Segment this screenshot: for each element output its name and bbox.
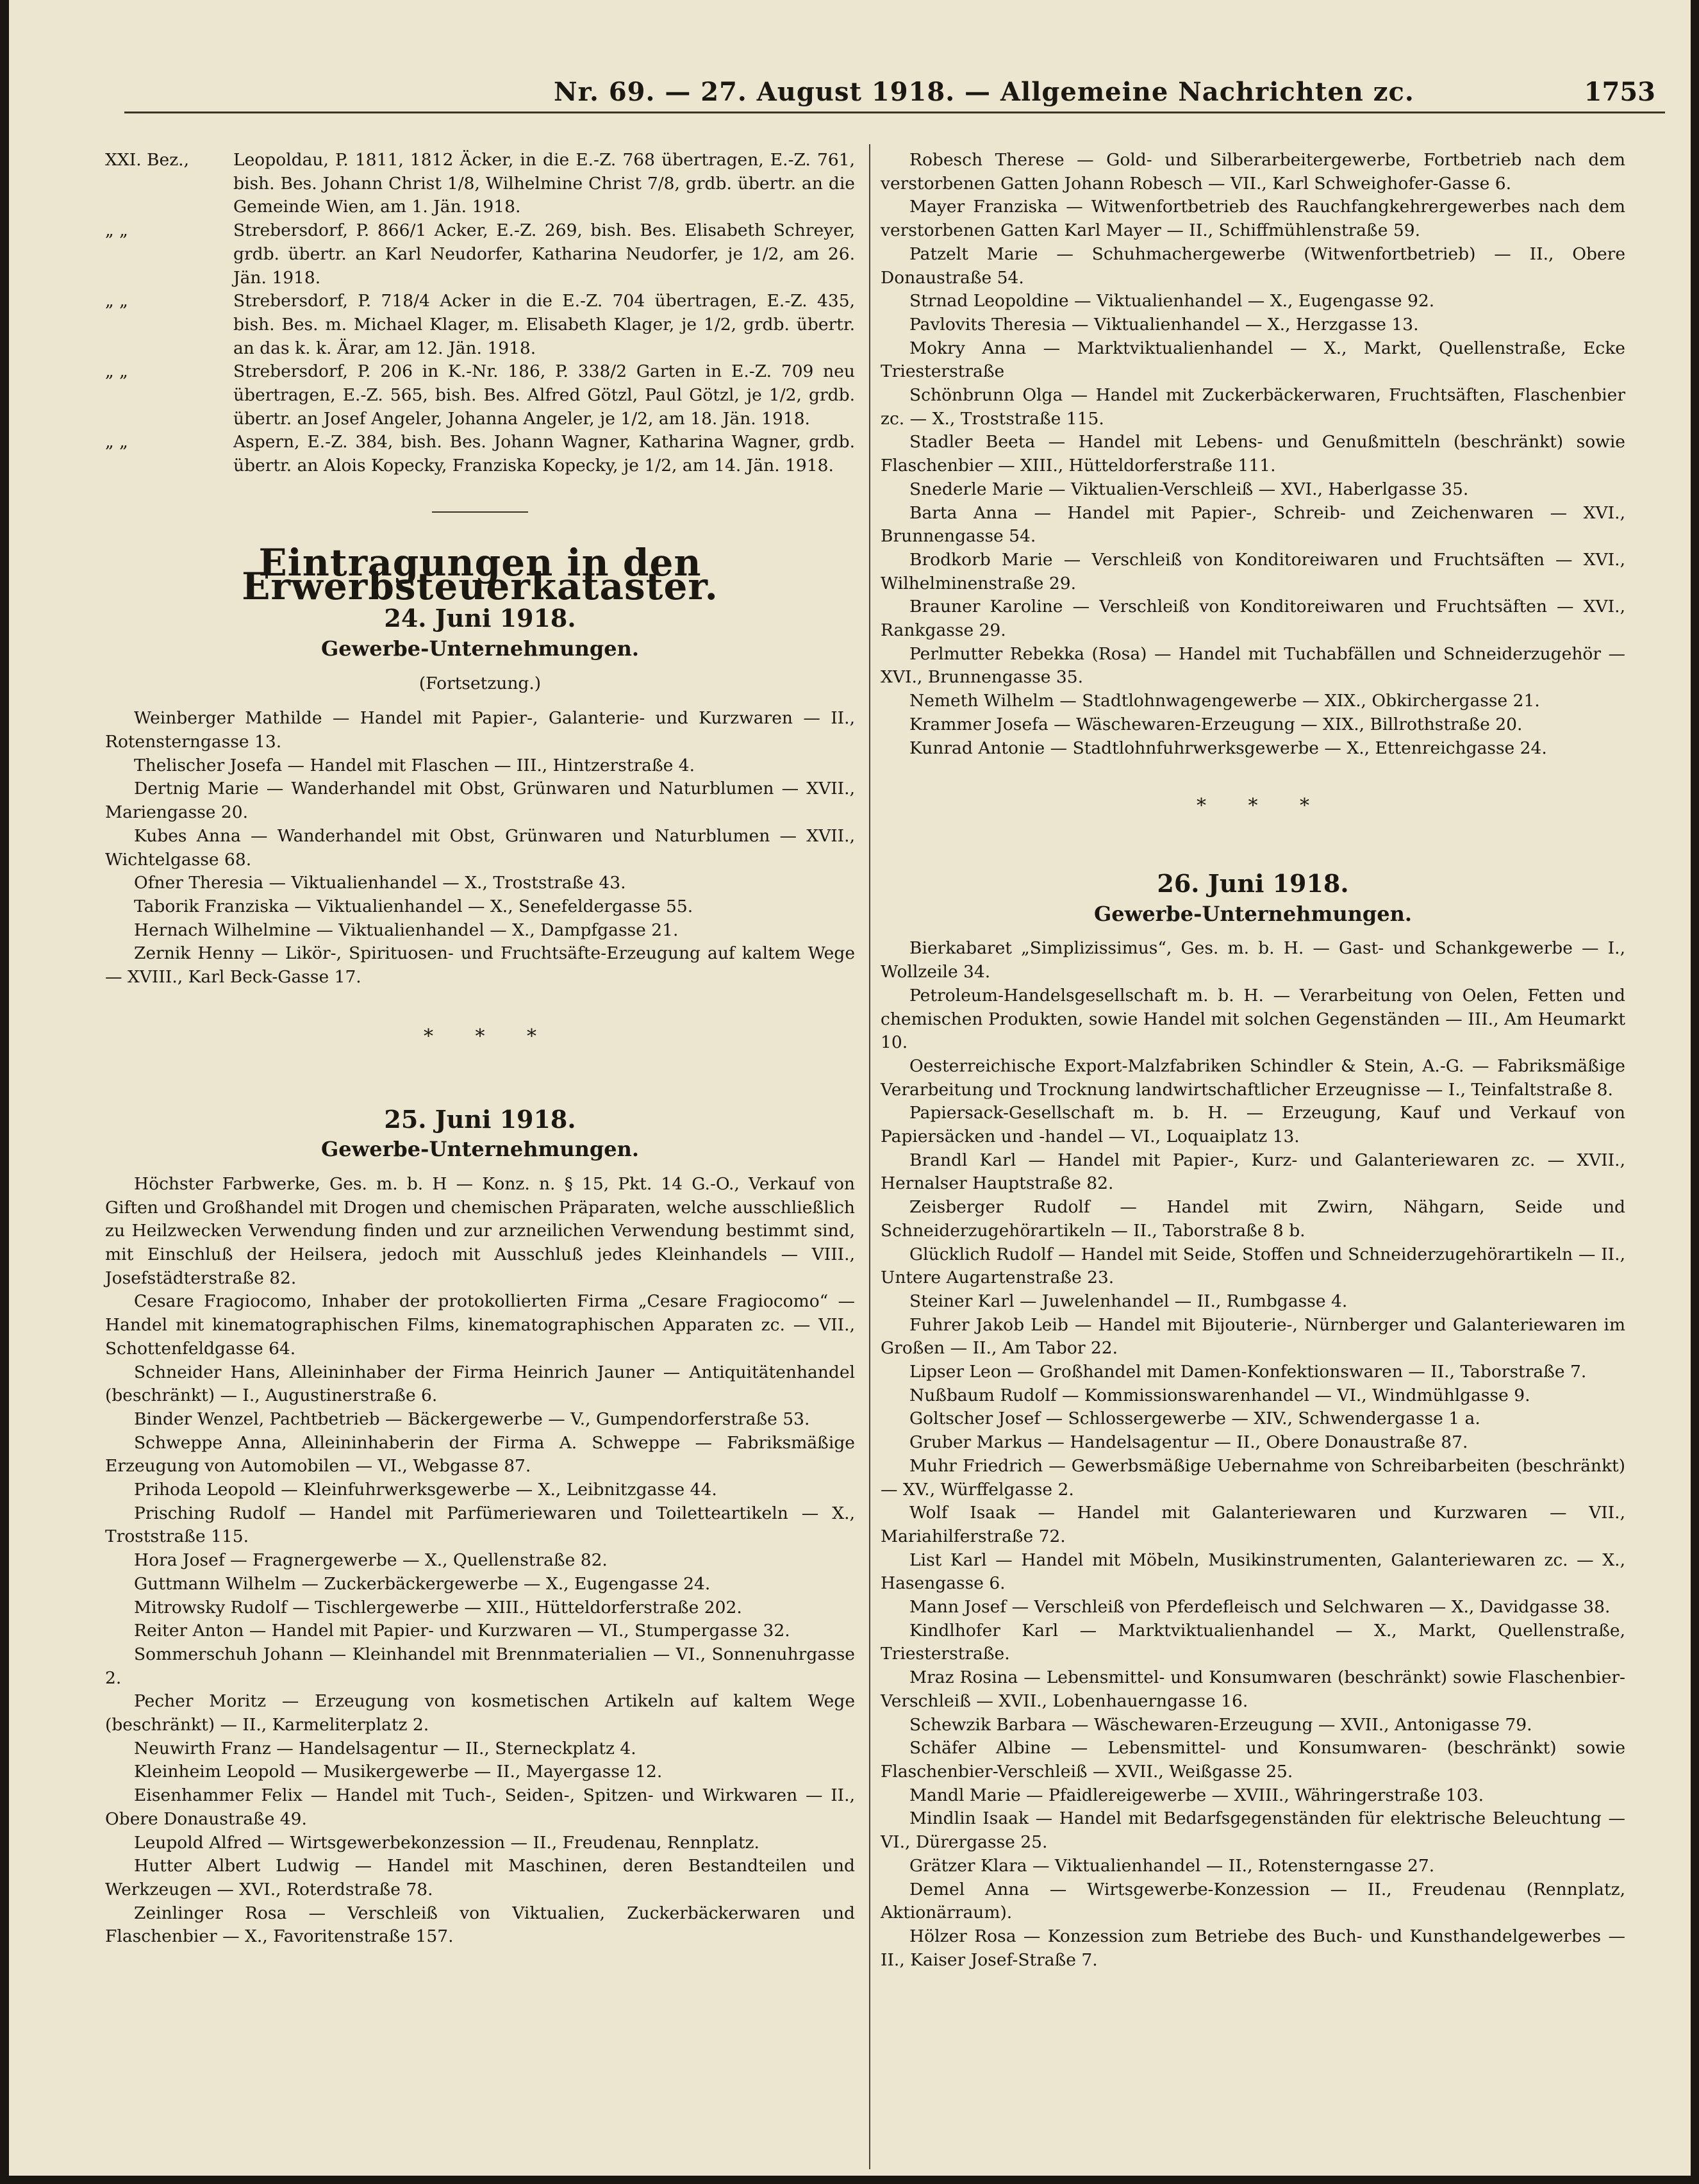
- property-transfer-entry: [105, 219, 855, 290]
- property-transfer-text: Aspern, E.-Z. 384, bish. Bes. Johann Wagner, Katharina Wagner, grdb. übertr. an Alois Kopecky, Franziska Kopecky, je 1/2, am 14. Jän. 1918.: [233, 432, 855, 476]
- section-stars: * * *: [423, 1025, 537, 1048]
- register-entry: Binder Wenzel, Pachtbetrieb — Bäckergewerbe — V., Gumpendorferstraße 53.: [134, 1409, 810, 1429]
- register-entry: Hora Josef — Fragnergewerbe — X., Quellenstraße 82.: [134, 1550, 608, 1571]
- date-heading-june-26: 26. Juni 1918.: [1157, 868, 1349, 898]
- entry-list-june-24: [105, 707, 855, 989]
- register-entry: Fuhrer Jakob Leib — Handel mit Bijouterie-, Nürnberger und Galanteriewaren im Großen — II., Am Tabor 22.: [881, 1314, 1625, 1359]
- main-title: Eintragungen in den Erwerbsteuerkataster.: [242, 540, 718, 608]
- register-entry: Gruber Markus — Handelsagentur — II., Obere Donaustraße 87.: [909, 1432, 1468, 1453]
- register-entry: Papiersack-Gesellschaft m. b. H. — Erzeugung, Kauf und Verkauf von Papiersäcken und -handel — VI., Loquaiplatz 13.: [881, 1103, 1625, 1147]
- register-entry: Leupold Alfred — Wirtsgewerbekonzession — II., Freudenau, Rennplatz.: [134, 1832, 759, 1853]
- property-transfer-text: Leopoldau, P. 1811, 1812 Äcker, in die E.-Z. 768 übertragen, E.-Z. 761, bish. Bes. Johann Christ 1/8, Wilhelmine Christ 7/8, grdb. übertr. an die Gemeinde Wien, am 1. Jän. 1918.: [233, 150, 855, 217]
- register-entry: Mokry Anna — Marktviktualienhandel — X., Markt, Quellenstraße, Ecke Triesterstraße: [881, 338, 1625, 382]
- register-entry: Patzelt Marie — Schuhmachergewerbe (Witwenfortbetrieb) — II., Obere Donaustraße 54.: [881, 244, 1625, 288]
- register-entry: Guttmann Wilhelm — Zuckerbäckergewerbe — X., Eugengasse 24.: [134, 1573, 711, 1594]
- property-transfer-text: Strebersdorf, P. 718/4 Acker in die E.-Z. 704 übertragen, E.-Z. 435, bish. Bes. m. Michael Klager, m. Elisabeth Klager, je 1/2, grdb. übertr. an das k. k. Ärar, am 12. Jän. 1918.: [233, 291, 855, 358]
- register-entry: Petroleum-Handelsgesellschaft m. b. H. — Verarbeitung von Oelen, Fetten und chemischen Produkten, sowie Handel mit solchen Gegenständen — III., Am Heumarkt 10.: [881, 985, 1625, 1053]
- page-header: [9, 77, 1691, 122]
- register-entry: Strnad Leopoldine — Viktualienhandel — X., Eugengasse 92.: [909, 291, 1435, 311]
- register-entry: Höchster Farbwerke, Ges. m. b. H — Konz. n. § 15, Pkt. 14 G.-O., Verkauf von Giften und Großhandel mit Drogen und chemischen Präparaten, welche ausschließlich zu Heilzwecken Verwendung finden und zur arzneilichen Verwendung bestimmt sind, mit Einschluß der Heilsera, jedoch mit Ausschluß jedes Kleinhandels — VIII., Josefstädterstraße 82.: [105, 1173, 855, 1288]
- register-entry: Snederle Marie — Viktualien-Verschleiß — XVI., Haberlgasse 35.: [909, 479, 1469, 499]
- right-column: [881, 149, 1625, 1972]
- register-entry: Barta Anna — Handel mit Papier-, Schreib- und Zeichenwaren — XVI., Brunnengasse 54.: [881, 502, 1625, 547]
- register-entry: Zeisberger Rudolf — Handel mit Zwirn, Nähgarn, Seide und Schneiderzugehörartikeln — II., Taborstraße 8 b.: [881, 1197, 1625, 1241]
- register-entry: Schneider Hans, Alleininhaber der Firma Heinrich Jauner — Antiquitätenhandel (beschränkt) — I., Augustinerstraße 6.: [105, 1362, 855, 1406]
- register-entry: Schönbrunn Olga — Handel mit Zuckerbäckerwaren, Fruchtsäften, Flaschenbier zc. — X., Troststraße 115.: [881, 385, 1625, 429]
- register-entry: Mayer Franziska — Witwenfortbetrieb des Rauchfangkehrergewerbes nach dem verstorbenen Gatten Karl Mayer — II., Schiffmühlenstraße 59.: [881, 197, 1625, 241]
- register-entry: Glücklich Rudolf — Handel mit Seide, Stoffen und Schneiderzugehörartikeln — II., Untere Augartenstraße 23.: [881, 1244, 1625, 1288]
- register-entry: Mitrowsky Rudolf — Tischlergewerbe — XIII., Hütteldorferstraße 202.: [134, 1597, 742, 1617]
- register-entry: Prihoda Leopold — Kleinfuhrwerksgewerbe — X., Leibnitzgasse 44.: [134, 1480, 717, 1500]
- column-divider: [869, 144, 870, 2169]
- register-entry: Kubes Anna — Wanderhandel mit Obst, Grünwaren und Naturblumen — XVII., Wichtelgasse 68.: [105, 825, 855, 870]
- register-entry: Kleinheim Leopold — Musikergewerbe — II., Mayergasse 12.: [134, 1762, 663, 1782]
- section-rule: [432, 511, 528, 513]
- register-entry: Zernik Henny — Likör-, Spirituosen- und Fruchtsäfte-Erzeugung auf kaltem Wege — XVIII., Karl Beck-Gasse 17.: [105, 943, 855, 988]
- register-entry: Krammer Josefa — Wäschewaren-Erzeugung — XIX., Billrothstraße 20.: [909, 714, 1523, 734]
- register-entry: Nemeth Wilhelm — Stadtlohnwagengewerbe — XIX., Obkirchergasse 21.: [909, 691, 1540, 711]
- register-entry: Mindlin Isaak — Handel mit Bedarfsgegenständen für elektrische Beleuchtung — VI., Dürergasse 25.: [881, 1808, 1625, 1853]
- property-transfer-entry: [105, 360, 855, 431]
- register-entry: Demel Anna — Wirtsgewerbe-Konzession — II., Freudenau (Rennplatz, Aktionärraum).: [881, 1879, 1625, 1923]
- register-entry: Ofner Theresia — Viktualienhandel — X., Troststraße 43.: [134, 873, 626, 893]
- register-entry: Oesterreichische Export-Malzfabriken Schindler & Stein, A.-G. — Fabriksmäßige Verarbeitung und Trocknung landwirtschaftlicher Erzeugnisse — I., Teinfaltstraße 8.: [881, 1055, 1625, 1100]
- register-entry: Weinberger Mathilde — Handel mit Papier-, Galanterie- und Kurzwaren — II., Rotensterngasse 13.: [105, 708, 855, 752]
- property-transfer-entry: [105, 290, 855, 360]
- register-entry: Thelischer Josefa — Handel mit Flaschen — III., Hintzerstraße 4.: [134, 755, 695, 775]
- register-entry: Hernach Wilhelmine — Viktualienhandel — X., Dampfgasse 21.: [134, 920, 679, 940]
- continuation-note: (Fortsetzung.): [419, 673, 542, 693]
- register-entry: Kindlhofer Karl — Marktviktualienhandel — X., Markt, Quellenstraße, Triesterstraße.: [881, 1620, 1625, 1664]
- district-label: „ „: [105, 361, 128, 382]
- property-transfer-entry: [105, 431, 855, 477]
- register-entry: Hutter Albert Ludwig — Handel mit Maschinen, deren Bestandteilen und Werkzeugen — XVI., Roterdstraße 78.: [105, 1856, 855, 1899]
- register-entry: Wolf Isaak — Handel mit Galanteriewaren und Kurzwaren — VII., Mariahilferstraße 72.: [881, 1503, 1625, 1546]
- register-entry: Dertnig Marie — Wanderhandel mit Obst, Grünwaren und Naturblumen — XVII., Mariengasse 20.: [105, 779, 855, 823]
- register-entry: Lipser Leon — Großhandel mit Damen-Konfektionswaren — II., Taborstraße 7.: [909, 1362, 1587, 1382]
- district-label: „ „: [105, 432, 128, 452]
- district-label: „ „: [105, 291, 128, 311]
- register-entry: Stadler Beeta — Handel mit Lebens- und Genußmitteln (beschränkt) sowie Flaschenbier — XIII., Hütteldorferstraße 111.: [881, 432, 1625, 476]
- register-entry: Brauner Karoline — Verschleiß von Konditoreiwaren und Fruchtsäften — XVI., Rankgasse 29.: [881, 597, 1625, 641]
- register-entry: Steiner Karl — Juwelenhandel — II., Rumbgasse 4.: [909, 1291, 1348, 1311]
- property-transfer-entry: [105, 149, 855, 219]
- date-heading-june-24: 24. Juni 1918.: [384, 604, 576, 633]
- date-heading-june-25: 25. Juni 1918.: [384, 1104, 576, 1134]
- register-entry: Mraz Rosina — Lebensmittel- und Konsumwaren (beschränkt) sowie Flaschenbier-Verschleiß — XVII., Lobenhauerngasse 16.: [881, 1667, 1625, 1711]
- register-entry: Bierkabaret „Simplizissimus“, Ges. m. b. H. — Gast- und Schankgewerbe — I., Wollzeile 34.: [881, 938, 1625, 982]
- register-entry: Zeinlinger Rosa — Verschleiß von Viktualien, Zuckerbäckerwaren und Flaschenbier — X., Favoritenstraße 157.: [105, 1903, 855, 1947]
- register-entry: Pecher Moritz — Erzeugung von kosmetischen Artikeln auf kaltem Wege (beschränkt) — II., Karmeliterplatz 2.: [105, 1691, 855, 1735]
- register-entry: Mandl Marie — Pfaidlereigewerbe — XVIII., Währingerstraße 103.: [909, 1785, 1484, 1805]
- register-entry: Grätzer Klara — Viktualienhandel — II., Rotensterngasse 27.: [909, 1855, 1435, 1876]
- register-entry: Neuwirth Franz — Handelsagentur — II., Sterneckplatz 4.: [134, 1738, 636, 1758]
- register-entry: Pavlovits Theresia — Viktualienhandel — X., Herzgasse 13.: [909, 314, 1419, 335]
- running-title: Nr. 69. — 27. August 1918. — Allgemeine Nachrichten zc.: [554, 77, 1414, 107]
- register-entry: Taborik Franziska — Viktualienhandel — X., Senefeldergasse 55.: [134, 896, 693, 916]
- entry-list-june-26: [881, 937, 1625, 1972]
- register-entry: Brodkorb Marie — Verschleiß von Konditoreiwaren und Fruchtsäften — XVI., Wilhelminenstraße 29.: [881, 549, 1625, 593]
- register-entry: Muhr Friedrich — Gewerbsmäßige Uebernahme von Schreibarbeiten (beschränkt) — XV., Würffelgasse 2.: [881, 1455, 1625, 1500]
- register-entry: Eisenhammer Felix — Handel mit Tuch-, Seiden-, Spitzen- und Wirkwaren — II., Obere Donaustraße 49.: [105, 1785, 855, 1829]
- register-entry: Perlmutter Rebekka (Rosa) — Handel mit Tuchabfällen und Schneiderzugehör — XVI., Brunnengasse 35.: [881, 643, 1625, 688]
- register-entry: Nußbaum Rudolf — Kommissionswarenhandel — VI., Windmühlgasse 9.: [909, 1385, 1530, 1405]
- property-transfer-list: [105, 149, 855, 478]
- register-entry: Cesare Fragiocomo, Inhaber der protokollierten Firma „Cesare Fragiocomo“ — Handel mit kinematographischen Films, kinematographischen Apparaten zc. — VII., Schottenfeldgasse 64.: [105, 1291, 855, 1359]
- entry-list-june-25: [105, 1173, 855, 1949]
- register-entry: Goltscher Josef — Schlossergewerbe — XIV., Schwendergasse 1 a.: [909, 1409, 1480, 1429]
- subheading: Gewerbe-Unternehmungen.: [1093, 901, 1413, 926]
- district-label: „ „: [105, 220, 128, 241]
- register-entry: List Karl — Handel mit Möbeln, Musikinstrumenten, Galanteriewaren zc. — X., Hasengasse 6.: [881, 1550, 1625, 1594]
- left-column: [105, 149, 855, 1949]
- register-entry: Mann Josef — Verschleiß von Pferdefleisch und Selchwaren — X., Davidgasse 38.: [909, 1597, 1611, 1617]
- register-entry: Schäfer Albine — Lebensmittel- und Konsumwaren- (beschränkt) sowie Flaschenbier-Verschleiß — XVII., Weißgasse 25.: [881, 1738, 1625, 1782]
- register-entry: Schewzik Barbara — Wäschewaren-Erzeugung — XVII., Antonigasse 79.: [909, 1714, 1532, 1735]
- newspaper-page: [9, 0, 1691, 2176]
- property-transfer-text: Strebersdorf, P. 866/1 Acker, E.-Z. 269, bish. Bes. Elisabeth Schreyer, grdb. übertr. an Karl Neudorfer, Katharina Neudorfer, je 1/2, am 26. Jän. 1918.: [233, 220, 855, 288]
- register-entry: Hölzer Rosa — Konzession zum Betriebe des Buch- und Kunsthandelgewerbes — II., Kaiser Josef-Straße 7.: [881, 1926, 1625, 1970]
- subheading: Gewerbe-Unternehmungen.: [320, 1137, 640, 1162]
- register-entry: Robesch Therese — Gold- und Silberarbeitergewerbe, Fortbetrieb nach dem verstorbenen Gatten Johann Robesch — VII., Karl Schweighofer-Gasse 6.: [881, 150, 1625, 194]
- register-entry: Sommerschuh Johann — Kleinhandel mit Brennmaterialien — VI., Sonnenuhrgasse 2.: [105, 1644, 855, 1688]
- register-entry: Kunrad Antonie — Stadtlohnfuhrwerksgewerbe — X., Ettenreichgasse 24.: [909, 738, 1547, 758]
- section-stars: * * *: [1196, 795, 1310, 818]
- page-number: 1753: [1584, 77, 1655, 107]
- header-rule: [124, 112, 1665, 113]
- register-entry: Brandl Karl — Handel mit Papier-, Kurz- und Galanteriewaren zc. — XVII., Hernalser Hauptstraße 82.: [881, 1150, 1625, 1194]
- register-entry: Schweppe Anna, Alleininhaberin der Firma A. Schweppe — Fabriksmäßige Erzeugung von Automobilen — VI., Webgasse 87.: [105, 1432, 855, 1477]
- entry-list-june-25-continued: [881, 149, 1625, 760]
- property-transfer-text: Strebersdorf, P. 206 in K.-Nr. 186, P. 338/2 Garten in E.-Z. 709 neu übertragen, E.-Z. 565, bish. Bes. Alfred Götzl, Paul Götzl, je 1/2, grdb. übertr. an Josef Angeler, Johanna Angeler, je 1/2, am 18. Jän. 1918.: [233, 361, 855, 429]
- subheading: Gewerbe-Unternehmungen.: [320, 636, 640, 661]
- register-entry: Reiter Anton — Handel mit Papier- und Kurzwaren — VI., Stumpergasse 32.: [134, 1621, 790, 1641]
- register-entry: Prisching Rudolf — Handel mit Parfümeriewaren und Toiletteartikeln — X., Troststraße 115.: [105, 1503, 855, 1547]
- district-label: XXI. Bez.,: [105, 150, 190, 170]
